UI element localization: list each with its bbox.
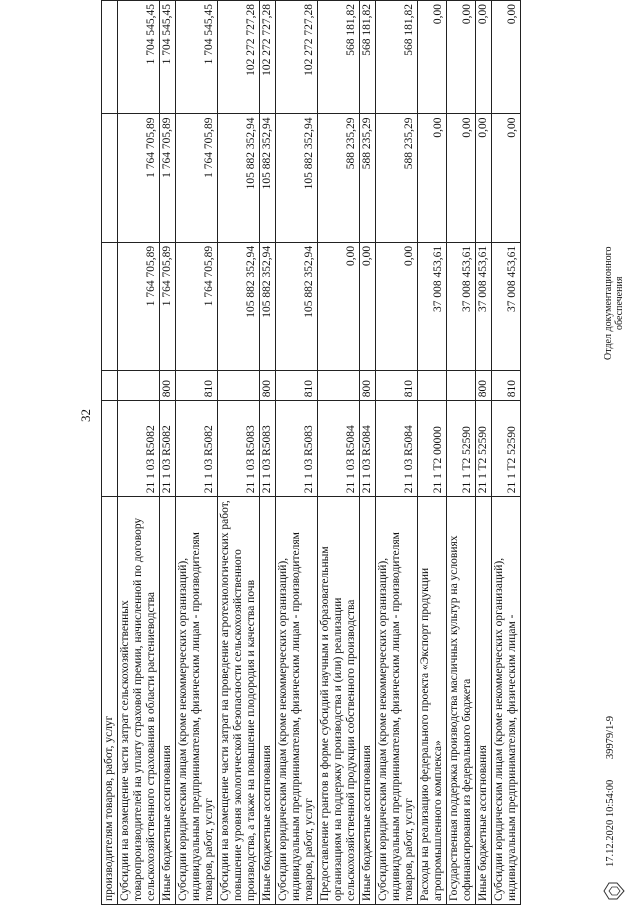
row-description: Субсидии юридическим лицам (кроме некоммерческих организаций), индивидуальным предпринимателям, физическим лицам - производителям товаров, работ, услуг (176, 497, 218, 905)
target-code-cell: 21 1 03 R5083 (218, 401, 260, 497)
expense-type-cell (118, 371, 160, 401)
table-row (360, 1, 376, 905)
target-code-cell: 21 1 03 R5084 (318, 401, 360, 497)
table-row (160, 1, 176, 905)
emblem-icon (603, 881, 625, 901)
amount-year-2-cell: 588 235,29 (360, 114, 376, 242)
amount-year-3-cell: 1 704 545,45 (176, 1, 218, 115)
expense-type-cell: 810 (376, 371, 418, 401)
expense-type-cell (102, 371, 118, 401)
expense-type-cell: 810 (492, 371, 521, 401)
expense-type-cell: 810 (176, 371, 218, 401)
amount-year-2-cell: 105 882 352,94 (218, 114, 260, 242)
amount-year-1-cell: 37 008 453,61 (476, 242, 492, 370)
target-code-cell: 21 1 T2 52590 (492, 401, 521, 497)
target-code-cell: 21 1 03 R5082 (160, 401, 176, 497)
amount-year-2-cell: 588 235,29 (318, 114, 360, 242)
row-description: Субсидии юридическим лицам (кроме некоммерческих организаций), индивидуальным предпринимателям, физическим лицам - производителям товаров, работ, услуг (376, 497, 418, 905)
table-row (218, 1, 260, 905)
row-description: Иные бюджетные ассигнования (260, 497, 276, 905)
page-number: 32 (78, 409, 93, 422)
target-code-cell: 21 1 03 R5082 (176, 401, 218, 497)
amount-year-3-cell: 0,00 (447, 1, 476, 115)
target-code-cell: 21 1 T2 52590 (476, 401, 492, 497)
department-line-2: обеспечения (614, 276, 625, 330)
amount-year-2-cell: 105 882 352,94 (260, 114, 276, 242)
target-code-cell: 21 1 03 R5082 (118, 401, 160, 497)
document-id: 39979/1-9 (605, 715, 616, 760)
timestamp: 17.12.2020 10:54:00 (605, 779, 616, 867)
row-description: Субсидии юридическим лицам (кроме некоммерческих организаций), индивидуальным предпринимателям, физическим лицам - производителям товаров, работ, услуг (276, 497, 318, 905)
amount-year-1-cell: 1 764 705,89 (160, 242, 176, 370)
amount-year-1-cell: 37 008 453,61 (418, 242, 447, 370)
expense-type-cell: 810 (276, 371, 318, 401)
amount-year-1-cell: 1 764 705,89 (118, 242, 160, 370)
amount-year-1-cell: 1 764 705,89 (176, 242, 218, 370)
target-code-cell: 21 1 03 R5083 (260, 401, 276, 497)
amount-year-3-cell: 0,00 (476, 1, 492, 115)
amount-year-3-cell: 102 272 727,28 (260, 1, 276, 115)
amount-year-2-cell: 0,00 (418, 114, 447, 242)
table-row (118, 1, 160, 905)
expense-type-cell (218, 371, 260, 401)
amount-year-3-cell: 1 704 545,45 (118, 1, 160, 115)
amount-year-2-cell: 0,00 (476, 114, 492, 242)
table-row (260, 1, 276, 905)
row-description: Субсидии на возмещение части затрат на проведение агротехнологических работ, повышение уровня экологической безопасности сельскохозяйственного производства, а также на повышение плодородия и качества почв (218, 497, 260, 905)
target-code-cell: 21 1 T2 52590 (447, 401, 476, 497)
table-row (176, 1, 218, 905)
expense-type-cell: 800 (360, 371, 376, 401)
table-row (447, 1, 476, 905)
table-row (376, 1, 418, 905)
amount-year-2-cell: 0,00 (492, 114, 521, 242)
amount-year-1-cell: 105 882 352,94 (218, 242, 260, 370)
expense-type-cell (418, 371, 447, 401)
row-description: Субсидии на возмещение части затрат сельскохозяйственных товаропроизводителей на уплату страховой премии, начисленной по договору сельскохозяйственного страхования в области растениеводства (118, 497, 160, 905)
row-description: Иные бюджетные ассигнования (476, 497, 492, 905)
row-description: Предоставление грантов в форме субсидий научным и образовательным организациям на поддержку производства и (или) реализации сельскохозяйственной продукции собственного производства (318, 497, 360, 905)
target-code-cell: 21 1 03 R5084 (360, 401, 376, 497)
amount-year-2-cell: 1 764 705,89 (160, 114, 176, 242)
amount-year-3-cell: 568 181,82 (318, 1, 360, 115)
amount-year-3-cell: 0,00 (418, 1, 447, 115)
target-code-cell: 21 1 T2 00000 (418, 401, 447, 497)
target-code-cell (102, 401, 118, 497)
amount-year-1-cell (102, 242, 118, 370)
expense-type-cell (318, 371, 360, 401)
amount-year-3-cell (102, 1, 118, 115)
row-description: Государственная поддержка производства масличных культур на условиях софинансирования из федерального бюджета (447, 497, 476, 905)
target-code-cell: 21 1 03 R5084 (376, 401, 418, 497)
row-description: Расходы на реализацию федерального проекта «Экспорт продукции агропромышленного комплекса» (418, 497, 447, 905)
amount-year-2-cell (102, 114, 118, 242)
table-row (276, 1, 318, 905)
row-description: производителям товаров, работ, услуг (102, 497, 118, 905)
amount-year-3-cell: 102 272 727,28 (276, 1, 318, 115)
amount-year-1-cell: 37 008 453,61 (447, 242, 476, 370)
amount-year-1-cell: 37 008 453,61 (492, 242, 521, 370)
table-row (418, 1, 447, 905)
amount-year-1-cell: 0,00 (360, 242, 376, 370)
department-line-1: Отдел документационного (603, 246, 614, 360)
amount-year-3-cell: 568 181,82 (376, 1, 418, 115)
row-description: Иные бюджетные ассигнования (360, 497, 376, 905)
amount-year-2-cell: 105 882 352,94 (276, 114, 318, 242)
amount-year-2-cell: 1 764 705,89 (118, 114, 160, 242)
amount-year-2-cell: 1 764 705,89 (176, 114, 218, 242)
amount-year-1-cell: 105 882 352,94 (276, 242, 318, 370)
table-row (102, 1, 118, 905)
target-code-cell: 21 1 03 R5083 (276, 401, 318, 497)
amount-year-2-cell: 588 235,29 (376, 114, 418, 242)
amount-year-3-cell: 0,00 (492, 1, 521, 115)
row-description: Иные бюджетные ассигнования (160, 497, 176, 905)
table-row (318, 1, 360, 905)
table-row (492, 1, 521, 905)
expense-type-cell: 800 (476, 371, 492, 401)
amount-year-3-cell: 102 272 727,28 (218, 1, 260, 115)
amount-year-3-cell: 568 181,82 (360, 1, 376, 115)
expense-type-cell (447, 371, 476, 401)
department-label (603, 247, 625, 360)
budget-table (101, 0, 521, 905)
expense-type-cell: 800 (260, 371, 276, 401)
amount-year-2-cell: 0,00 (447, 114, 476, 242)
expense-type-cell: 800 (160, 371, 176, 401)
amount-year-1-cell: 105 882 352,94 (260, 242, 276, 370)
row-description: Субсидии юридическим лицам (кроме некоммерческих организаций), индивидуальным предпринимателям, физическим лицам - (492, 497, 521, 905)
table-row (476, 1, 492, 905)
amount-year-1-cell: 0,00 (376, 242, 418, 370)
amount-year-1-cell: 0,00 (318, 242, 360, 370)
amount-year-3-cell: 1 704 545,45 (160, 1, 176, 115)
